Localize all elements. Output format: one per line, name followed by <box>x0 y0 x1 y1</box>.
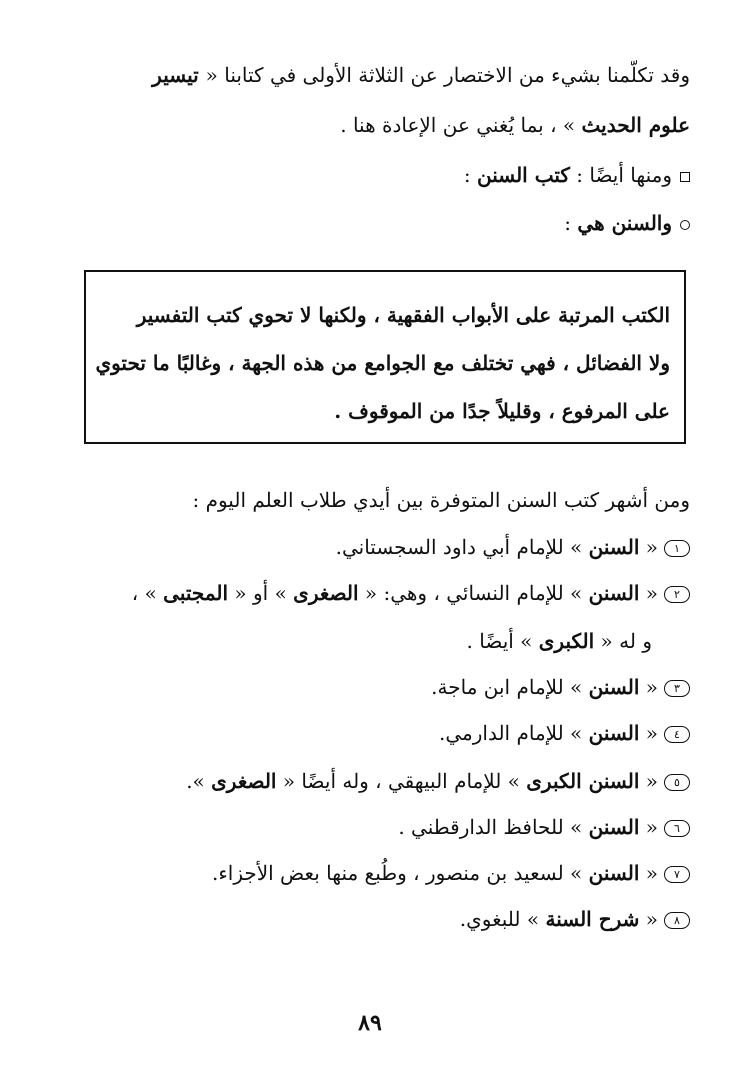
book-title: السنن <box>588 861 640 885</box>
item-text: و له « <box>594 629 652 653</box>
quote: » <box>563 861 589 885</box>
item-text: للحافظ الدارقطني . <box>398 815 564 839</box>
item-text: للإمام الدارمي. <box>439 721 564 745</box>
book-title: السنن <box>588 721 640 745</box>
square-bullet-icon <box>680 172 690 182</box>
heading-text: ومنها أيضًا : <box>569 163 672 187</box>
intro-line-1 <box>152 60 690 90</box>
item-text: » ، <box>131 581 164 605</box>
book-title: المجتبى <box>163 581 229 605</box>
book-title-part: تيسير <box>152 63 206 87</box>
quote: « <box>639 581 658 605</box>
book-title: السنن <box>588 535 640 559</box>
list-item-6 <box>398 812 690 842</box>
quote: « <box>639 907 658 931</box>
heading-bold: والسنن هي <box>577 211 672 235</box>
list-intro: ومن أشهر كتب السنن المتوفرة بين أيدي طلاب العلم اليوم : <box>192 488 690 512</box>
section-heading-definition <box>564 208 690 238</box>
item-text: للإمام البيهقي ، وله أيضًا « <box>276 769 502 793</box>
number-badge: ٥ <box>664 774 690 791</box>
list-item-1 <box>336 532 690 562</box>
book-title: السنن <box>588 815 640 839</box>
intro-text: » ، بما يُغني عن الإعادة هنا . <box>340 113 582 137</box>
quote: « <box>639 769 658 793</box>
number-badge: ٧ <box>664 866 690 883</box>
book-title: السنن <box>588 581 640 605</box>
item-text: لسعيد بن منصور ، وطُبع منها بعض الأجزاء. <box>212 861 564 885</box>
book-title: الصغرى <box>211 769 277 793</box>
quote: » <box>563 675 589 699</box>
list-item-3 <box>431 672 690 702</box>
book-title: الكبرى <box>538 629 595 653</box>
book-title: شرح السنة <box>545 907 640 931</box>
quote: « <box>639 721 658 745</box>
item-text: للإمام النسائي ، وهي: « <box>358 581 564 605</box>
quote: » <box>563 535 589 559</box>
page-number: ٨٩ <box>358 1010 382 1036</box>
quote: » <box>501 769 527 793</box>
item-text: » أيضًا . <box>466 629 539 653</box>
list-item-5 <box>186 766 690 796</box>
quote: » <box>520 907 546 931</box>
quote: » <box>563 581 589 605</box>
item-text: » أو « <box>228 581 294 605</box>
number-badge: ٤ <box>664 726 690 743</box>
number-badge: ٦ <box>664 820 690 837</box>
definition-box <box>84 270 686 444</box>
list-item-4 <box>439 718 690 748</box>
quote: « <box>639 535 658 559</box>
definition-line-3: على المرفوع ، وقليلاً جدًا من الموقوف . <box>334 399 670 423</box>
list-item-8 <box>460 904 690 934</box>
definition-line-1: الكتب المرتبة على الأبواب الفقهية ، ولكنها لا تحوي كتب التفسير <box>136 303 670 327</box>
heading-colon: : <box>564 211 578 235</box>
intro-text: وقد تكلّمنا بشيء من الاختصار عن الثلاثة الأولى في كتابنا « <box>205 63 690 87</box>
item-text: للإمام أبي داود السجستاني. <box>335 535 564 559</box>
heading-colon: : <box>463 163 477 187</box>
quote: » <box>563 815 589 839</box>
quote: « <box>639 815 658 839</box>
quote: « <box>639 861 658 885</box>
quote: « <box>639 675 658 699</box>
intro-line-2 <box>340 110 690 140</box>
section-heading-sunan-books <box>464 160 690 190</box>
list-item-2 <box>132 578 690 608</box>
definition-line-2: ولا الفضائل ، فهي تختلف مع الجوامع من هذه الجهة ، وغالبًا ما تحتوي <box>95 351 670 375</box>
quote: » <box>563 721 589 745</box>
circle-bullet-icon <box>680 220 690 230</box>
item-text: ». <box>186 769 212 793</box>
heading-bold: كتب السنن <box>476 163 570 187</box>
item-text: للإمام ابن ماجة. <box>431 675 564 699</box>
book-title: السنن الكبرى <box>526 769 640 793</box>
list-item-7 <box>212 858 690 888</box>
number-badge: ٣ <box>664 680 690 697</box>
item-text: للبغوي. <box>459 907 521 931</box>
number-badge: ١ <box>664 540 690 557</box>
book-title: الصغرى <box>293 581 359 605</box>
number-badge: ٨ <box>664 912 690 929</box>
book-title-part: علوم الحديث <box>581 113 690 137</box>
list-item-2-continuation <box>467 626 652 656</box>
number-badge: ٢ <box>664 586 690 603</box>
book-title: السنن <box>588 675 640 699</box>
